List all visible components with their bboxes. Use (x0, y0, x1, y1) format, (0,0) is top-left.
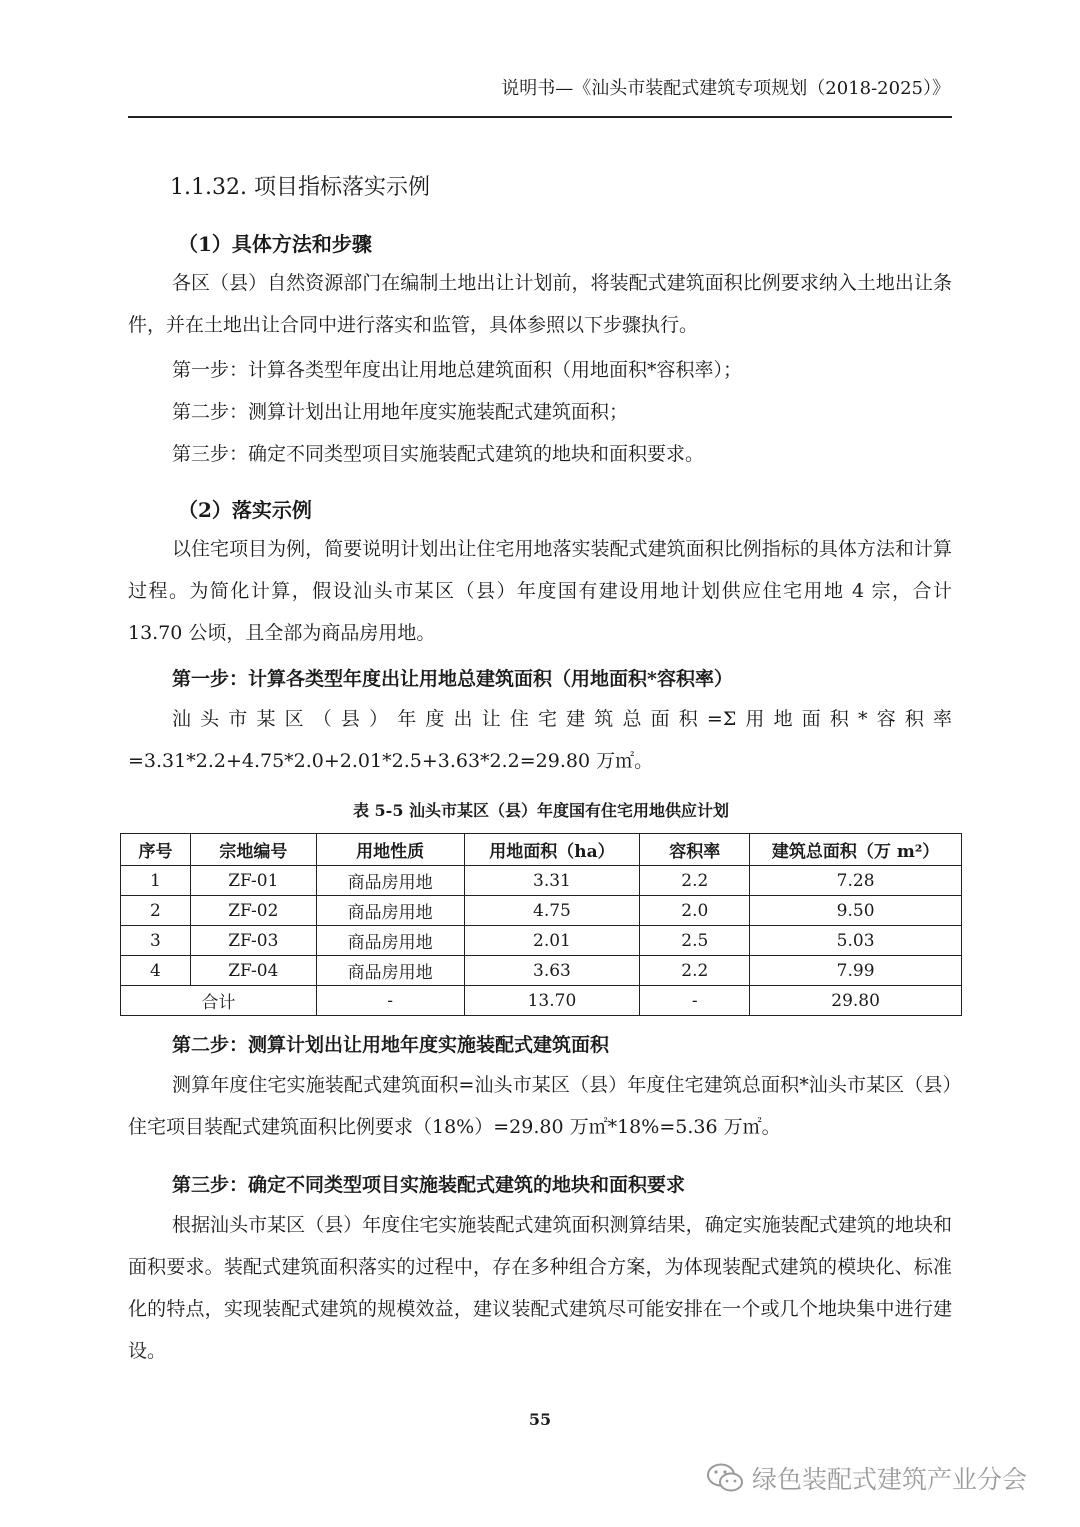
step2-body: 测算年度住宅实施装配式建筑面积=汕头市某区（县）年度住宅建筑总面积*汕头市某区（县）住宅项目装配式建筑面积比例要求（18%）=29.80 万㎡*18%=5.36 万㎡。 (128, 1074, 952, 1138)
part1-step3: 第三步：确定不同类型项目实施装配式建筑的地块和面积要求。 (172, 443, 705, 465)
header-cell: 建筑总面积（万 m²） (750, 834, 962, 866)
table-cell: 13.70 (464, 986, 640, 1016)
table-cell: ZF-03 (190, 926, 316, 956)
table-cell: 29.80 (750, 986, 962, 1016)
step3-heading: 第三步：确定不同类型项目实施装配式建筑的地块和面积要求 (172, 1174, 686, 1196)
step1-body: 汕头市某区（县）年度出让住宅建筑总面积=Σ用地面积*容积率=3.31*2.2+4.75*2.0+2.01*2.5+3.63*2.2=29.80 万㎡。 (128, 708, 952, 772)
part1-step1: 第一步：计算各类型年度出让用地总建筑面积（用地面积*容积率）； (172, 359, 743, 381)
table-cell: 3 (121, 926, 191, 956)
table-cell: 商品房用地 (316, 896, 464, 926)
header-rule (128, 116, 952, 118)
supply-plan-table (120, 833, 962, 1016)
table-cell: 4 (121, 956, 191, 986)
part1-intro: 各区（县）自然资源部门在编制土地出让计划前，将装配式建筑面积比例要求纳入土地出让条件，并在土地出让合同中进行落实和监管，具体参照以下步骤执行。 (128, 272, 952, 336)
table-cell: 7.28 (750, 866, 962, 896)
step2-heading: 第二步：测算计划出让用地年度实施装配式建筑面积 (172, 1034, 610, 1056)
table-cell: 3.31 (464, 866, 640, 896)
watermark-text: 绿色装配式建筑产业分会 (752, 1465, 1028, 1494)
table-cell: 商品房用地 (316, 956, 464, 986)
header-title: 说明书—《汕头市装配式建筑专项规划（2018-2025）》 (501, 78, 950, 99)
table-cell: 2.0 (640, 896, 750, 926)
table-cell: - (640, 986, 750, 1016)
part2-heading: （2）落实示例 (178, 498, 312, 522)
table-total-row (121, 986, 962, 1016)
header-cell: 用地性质 (316, 834, 464, 866)
table-row (121, 896, 962, 926)
table-cell: 2 (121, 896, 191, 926)
table-cell: 2.01 (464, 926, 640, 956)
table-cell: ZF-02 (190, 896, 316, 926)
table-cell: 4.75 (464, 896, 640, 926)
table-cell: 5.03 (750, 926, 962, 956)
table-cell: 2.2 (640, 866, 750, 896)
table-cell: 商品房用地 (316, 926, 464, 956)
step1-heading: 第一步：计算各类型年度出让用地总建筑面积（用地面积*容积率） (172, 668, 733, 690)
page-number: 55 (528, 1410, 552, 1429)
watermark (706, 1456, 1027, 1500)
part2-intro: 以住宅项目为例，简要说明计划出让住宅用地落实装配式建筑面积比例指标的具体方法和计算过程。为简化计算，假设汕头市某区（县）年度国有建设用地计划供应住宅用地 4 宗，合计 13.70 公顷，且全部为商品房用地。 (128, 538, 952, 644)
header-cell: 容积率 (640, 834, 750, 866)
table-cell: ZF-01 (190, 866, 316, 896)
table-cell: ZF-04 (190, 956, 316, 986)
header-cell: 序号 (121, 834, 191, 866)
table-row (121, 866, 962, 896)
total-label-cell: 合计 (121, 986, 317, 1016)
table-row (121, 956, 962, 986)
header-cell: 宗地编号 (190, 834, 316, 866)
table-header-row (121, 834, 962, 866)
table-cell: 9.50 (750, 896, 962, 926)
table-cell: 7.99 (750, 956, 962, 986)
step3-body: 根据汕头市某区（县）年度住宅实施装配式建筑面积测算结果，确定实施装配式建筑的地块和面积要求。装配式建筑面积落实的过程中，存在多种组合方案，为体现装配式建筑的模块化、标准化的特点，实现装配式建筑的规模效益，建议装配式建筑尽可能安排在一个或几个地块集中进行建设。 (128, 1214, 952, 1362)
header-cell: 用地面积（ha） (464, 834, 640, 866)
wechat-icon (706, 1462, 744, 1494)
table-cell: 2.5 (640, 926, 750, 956)
table-row (121, 926, 962, 956)
part1-heading: （1）具体方法和步骤 (178, 232, 372, 256)
section-title: 1.1.32. 项目指标落实示例 (170, 175, 430, 200)
table-cell: - (316, 986, 464, 1016)
table-cell: 3.63 (464, 956, 640, 986)
table-cell: 2.2 (640, 956, 750, 986)
table-caption: 表 5-5 汕头市某区（县）年度国有住宅用地供应计划 (352, 801, 730, 820)
table-cell: 1 (121, 866, 191, 896)
table-cell: 商品房用地 (316, 866, 464, 896)
part1-step2: 第二步：测算计划出让用地年度实施装配式建筑面积； (172, 401, 629, 423)
